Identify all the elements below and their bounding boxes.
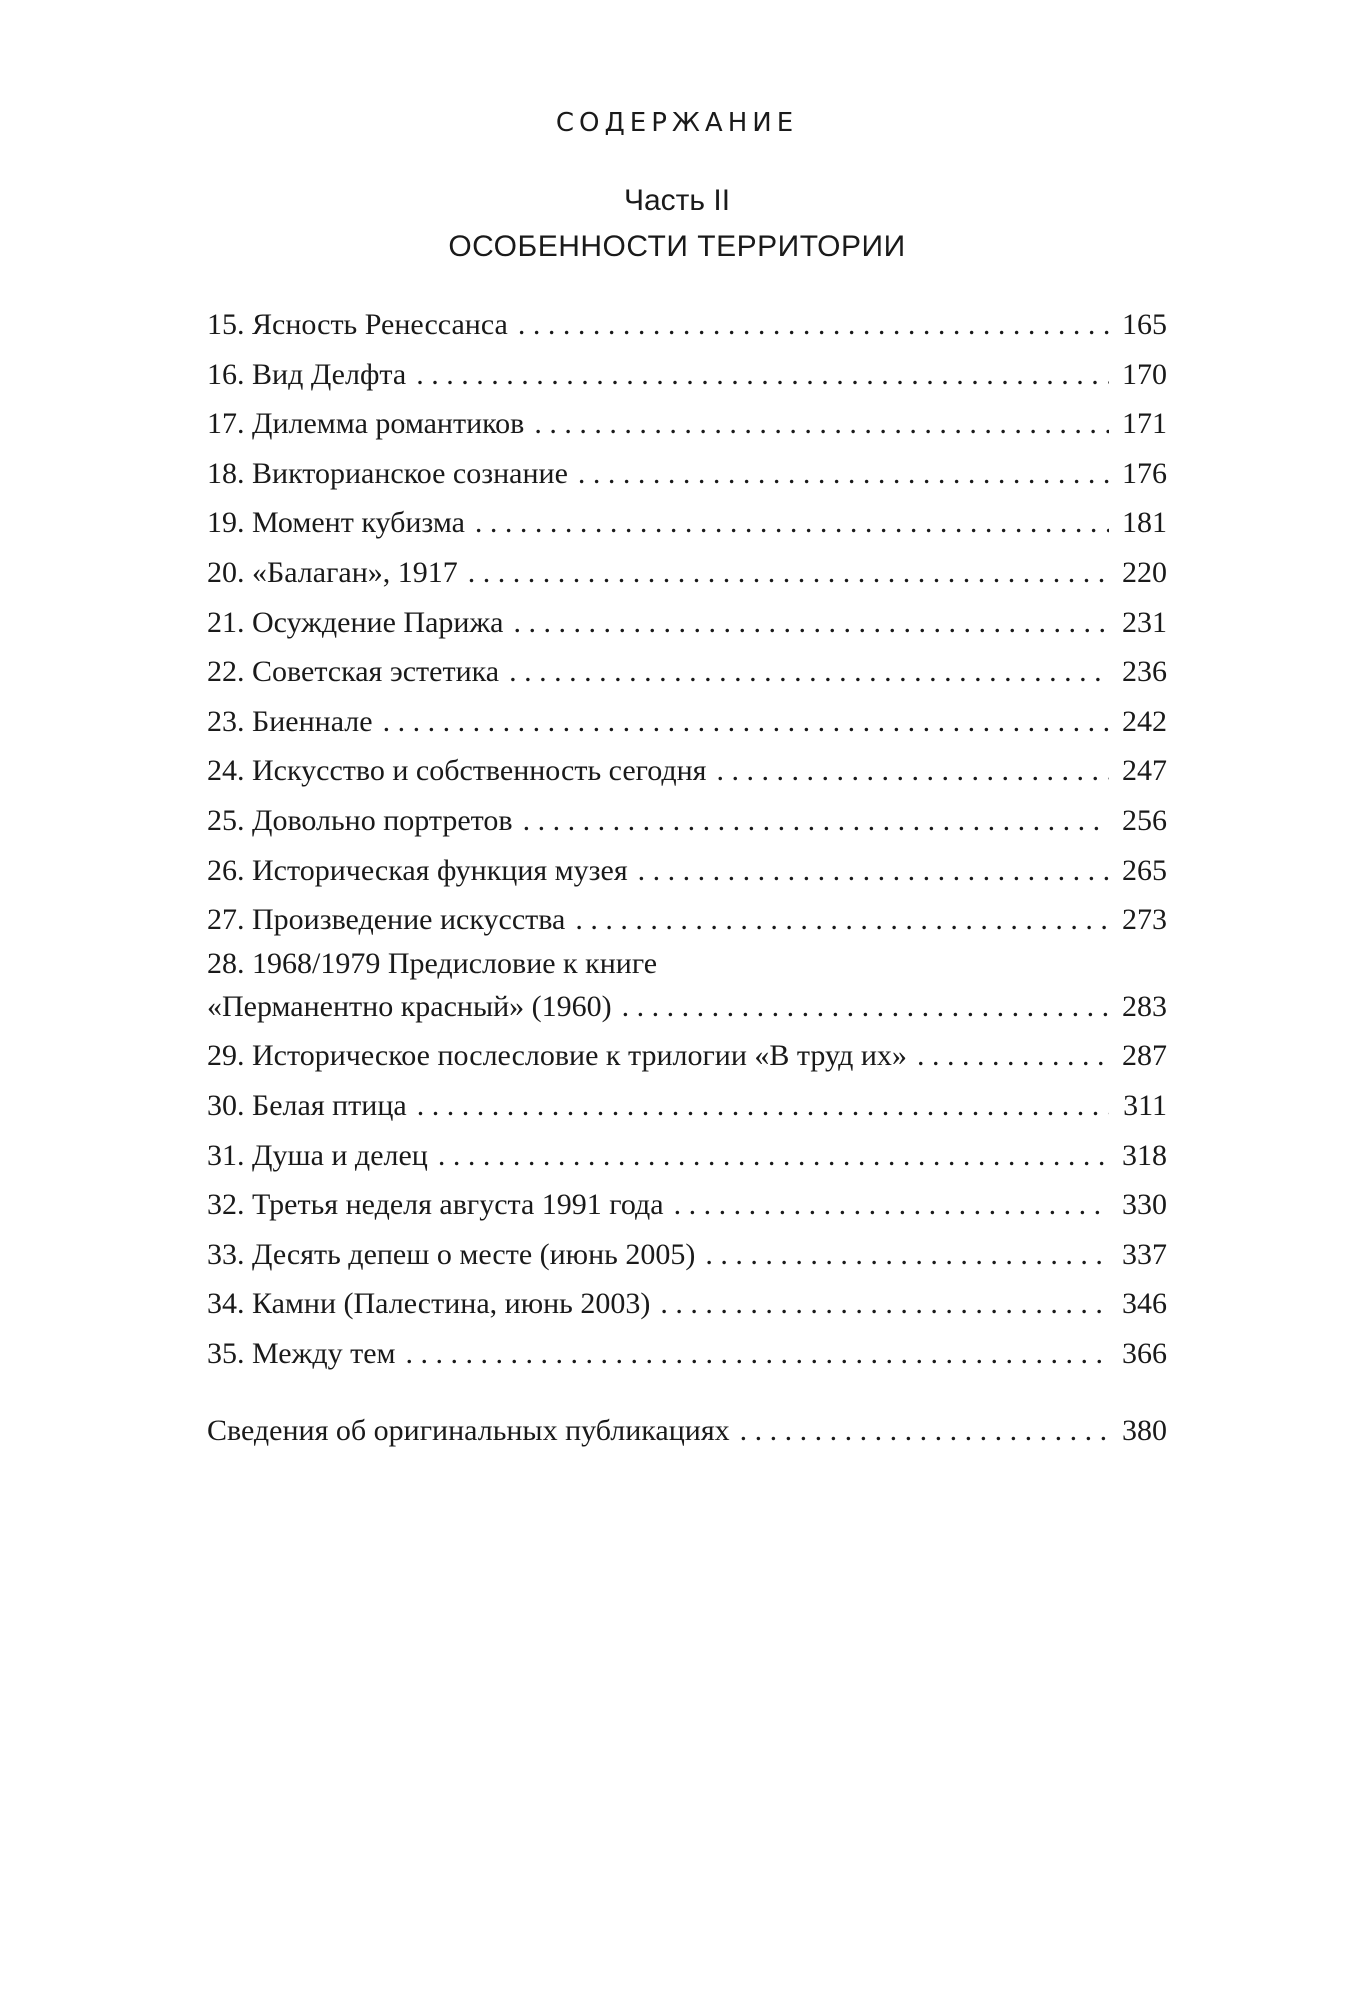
toc-entry-page: 346 [1122, 1287, 1167, 1321]
toc-entry-title: 31. Душа и делец [207, 1138, 428, 1172]
dot-leader [438, 1131, 1109, 1181]
toc-entry-title: 29. Историческое послесловие к трилогии «В труд их» [207, 1039, 907, 1073]
toc-entry-page: 236 [1122, 655, 1167, 689]
toc-entry-page: 181 [1122, 506, 1167, 540]
toc-entry-page: 231 [1122, 605, 1167, 639]
toc-entry-page: 380 [1122, 1414, 1167, 1447]
dot-leader [523, 796, 1109, 846]
toc-entry-title: 15. Ясность Ренессанса [207, 308, 508, 341]
dot-leader [518, 300, 1109, 350]
dot-leader [705, 1230, 1109, 1280]
toc-entry-title: 21. Осуждение Парижа [207, 605, 504, 639]
toc-entry-page: 337 [1122, 1237, 1167, 1271]
toc-entry-title: 25. Довольно портретов [207, 803, 513, 837]
toc-entry-title-line1: 28. 1968/1979 Предисловие к книге [207, 946, 658, 980]
toc-entry [207, 796, 1167, 846]
toc-entry [207, 449, 1167, 499]
toc-entry [207, 1279, 1167, 1329]
toc-entry-title: «Перманентно красный» (1960) [207, 989, 612, 1023]
toc-entry [207, 1180, 1167, 1230]
toc-entry-page: 283 [1122, 989, 1167, 1023]
toc-entry-page: 330 [1122, 1188, 1167, 1222]
toc-entry-page: 366 [1122, 1336, 1167, 1370]
toc-entry-page: 165 [1122, 308, 1167, 341]
dot-leader [534, 399, 1109, 449]
dot-leader [417, 1081, 1109, 1131]
toc-entry [207, 846, 1167, 896]
toc-entry-page: 273 [1122, 903, 1167, 937]
dot-leader [468, 548, 1109, 598]
toc-entry-title: 19. Момент кубизма [207, 506, 465, 540]
toc-entry [207, 1406, 1167, 1456]
part-label: Часть II [623, 184, 731, 217]
dot-leader [416, 350, 1109, 400]
toc-entry [207, 300, 1167, 350]
dot-leader [514, 598, 1110, 648]
toc-entry-page: 242 [1122, 704, 1167, 738]
dot-leader [575, 895, 1109, 945]
appendix-entry [207, 1406, 1167, 1456]
toc-entry [207, 895, 1167, 945]
toc-entry-title: 34. Камни (Палестина, июнь 2003) [207, 1287, 651, 1321]
toc-entry-page: 256 [1122, 803, 1167, 837]
toc-entry [207, 498, 1167, 548]
toc-entry [207, 1081, 1167, 1131]
toc-entry-title: 35. Между тем [207, 1336, 396, 1370]
toc-entry-page: 287 [1122, 1039, 1167, 1073]
dot-leader [660, 1279, 1109, 1329]
dot-leader [917, 1031, 1109, 1081]
toc-entry-title: 20. «Балаган», 1917 [207, 555, 458, 589]
toc-entry-title: 17. Дилемма романтиков [207, 407, 525, 441]
toc-entry-page: 265 [1122, 853, 1167, 887]
toc-entry-line2 [207, 982, 1167, 1032]
toc-entry-title: 16. Вид Делфта [207, 357, 407, 391]
toc-entry-page: 220 [1122, 555, 1167, 589]
toc-entry [207, 746, 1167, 796]
toc-entry-page: 176 [1122, 456, 1167, 490]
toc-entry-page: 318 [1122, 1138, 1167, 1172]
dot-leader [406, 1329, 1110, 1379]
part-title: ОСОБЕННОСТИ ТЕРРИТОРИИ [448, 230, 906, 263]
dot-leader [509, 647, 1109, 697]
toc-entry-title: 22. Советская эстетика [207, 655, 500, 689]
toc-entry-page: 247 [1122, 754, 1167, 788]
toc-entry [207, 1329, 1167, 1379]
toc-entry-title: 24. Искусство и собственность сегодня [207, 754, 707, 788]
toc-entry [207, 697, 1167, 747]
toc-entry-title: 18. Викторианское сознание [207, 456, 568, 490]
toc-entry-title: 32. Третья неделя августа 1991 года [207, 1188, 664, 1222]
toc-entry-title: 30. Белая птица [207, 1088, 407, 1122]
dot-leader [674, 1180, 1109, 1230]
toc-entry-title: Сведения об оригинальных публикациях [207, 1414, 730, 1447]
toc-entry-title: 26. Историческая функция музея [207, 853, 628, 887]
toc-entry-page: 171 [1122, 407, 1167, 441]
toc-entry [207, 548, 1167, 598]
dot-leader [716, 746, 1109, 796]
dot-leader [740, 1406, 1109, 1456]
dot-leader [622, 982, 1109, 1032]
toc-entry [207, 945, 1167, 1032]
toc-entry-title: 27. Произведение искусства [207, 903, 566, 937]
dot-leader [638, 846, 1109, 896]
toc-entry [207, 1031, 1167, 1081]
toc-entry [207, 647, 1167, 697]
toc-entry-page: 170 [1122, 357, 1167, 391]
dot-leader [578, 449, 1109, 499]
running-head: СОДЕРЖАНИЕ [555, 108, 799, 138]
toc-entry [207, 399, 1167, 449]
toc-entry [207, 350, 1167, 400]
dot-leader [383, 697, 1109, 747]
toc-entry-title: 33. Десять депеш о месте (июнь 2005) [207, 1237, 696, 1271]
toc-entry [207, 1230, 1167, 1280]
toc-entry-page: 311 [1123, 1088, 1167, 1122]
table-of-contents [207, 300, 1167, 1378]
toc-entry-title: 23. Биеннале [207, 704, 373, 738]
dot-leader [475, 498, 1109, 548]
toc-entry [207, 598, 1167, 648]
toc-entry [207, 1131, 1167, 1181]
